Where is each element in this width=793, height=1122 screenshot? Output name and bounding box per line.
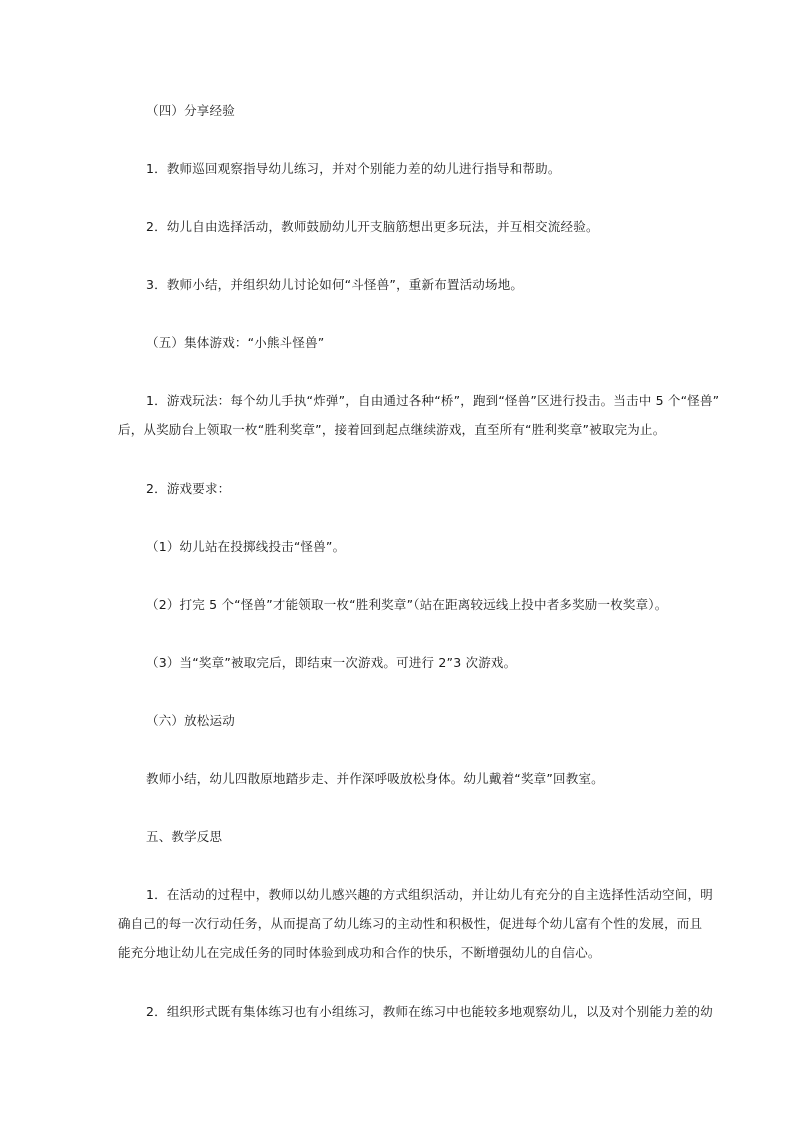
text-line: 3．教师小结，并组织幼儿讨论如何“斗怪兽”，重新布置活动场地。 bbox=[146, 277, 524, 292]
text-line: 2．幼儿自由选择活动，教师鼓励幼儿开支脑筋想出更多玩法，并互相交流经验。 bbox=[146, 219, 599, 234]
requirement-item-3 bbox=[146, 648, 706, 677]
text-line: （1）幼儿站在投掷线投击“怪兽”。 bbox=[146, 539, 346, 554]
requirement-item-2 bbox=[146, 590, 706, 619]
text-line: （2）打完 5 个“怪兽”才能领取一枚“胜利奖章”（站在距离较远线上投中者多奖励一枚奖章）。 bbox=[146, 597, 668, 612]
paragraph-step-1 bbox=[146, 154, 706, 183]
heading-group-game bbox=[146, 328, 706, 357]
heading-share-experience bbox=[146, 96, 706, 125]
text-line: 确自己的每一次行动任务，从而提高了幼儿练习的主动性和积极性，促进每个幼儿富有个性的发展，而且 bbox=[118, 916, 703, 931]
heading-relaxation bbox=[146, 706, 706, 735]
paragraph-reflection-1 bbox=[118, 880, 713, 967]
text-line: 2．组织形式既有集体练习也有小组练习，教师在练习中也能较多地观察幼儿，以及对个别能力差的幼 bbox=[146, 1004, 713, 1019]
text-line: 1．教师巡回观察指导幼儿练习，并对个别能力差的幼儿进行指导和帮助。 bbox=[146, 161, 561, 176]
paragraph-game-requirements bbox=[146, 474, 706, 503]
text-line: 教师小结，幼儿四散原地踏步走、并作深呼吸放松身体。幼儿戴着“奖章”回教室。 bbox=[146, 771, 604, 786]
text-line: 2．游戏要求： bbox=[146, 481, 231, 496]
paragraph-step-3 bbox=[146, 270, 706, 299]
text-line: 能充分地让幼儿在完成任务的同时体验到成功和合作的快乐，不断增强幼儿的自信心。 bbox=[118, 945, 601, 960]
text-line: （四）分享经验 bbox=[146, 103, 235, 118]
text-line: 1．游戏玩法：每个幼儿手执“炸弹”，自由通过各种“桥”，跑到“怪兽”区进行投击。当击中 5 个“怪兽” bbox=[146, 393, 720, 408]
paragraph-teacher-summary bbox=[146, 764, 706, 793]
heading-teaching-reflection bbox=[146, 822, 706, 851]
text-line: （3）当“奖章”被取完后，即结束一次游戏。可进行 2”3 次游戏。 bbox=[146, 655, 517, 670]
text-line: （六）放松运动 bbox=[146, 713, 235, 728]
text-line: 1．在活动的过程中，教师以幼儿感兴趣的方式组织活动，并让幼儿有充分的自主选择性活动空间，明 bbox=[146, 887, 713, 902]
paragraph-game-rules bbox=[118, 386, 720, 444]
text-line: （五）集体游戏：“小熊斗怪兽” bbox=[146, 335, 325, 350]
requirement-item-1 bbox=[146, 532, 706, 561]
text-line: 五、教学反思 bbox=[146, 829, 223, 844]
paragraph-step-2 bbox=[146, 212, 706, 241]
paragraph-reflection-2 bbox=[118, 997, 713, 1026]
text-line: 后，从奖励台上领取一枚“胜利奖章”，接着回到起点继续游戏，直至所有“胜利奖章”被取完为止。 bbox=[118, 422, 666, 437]
